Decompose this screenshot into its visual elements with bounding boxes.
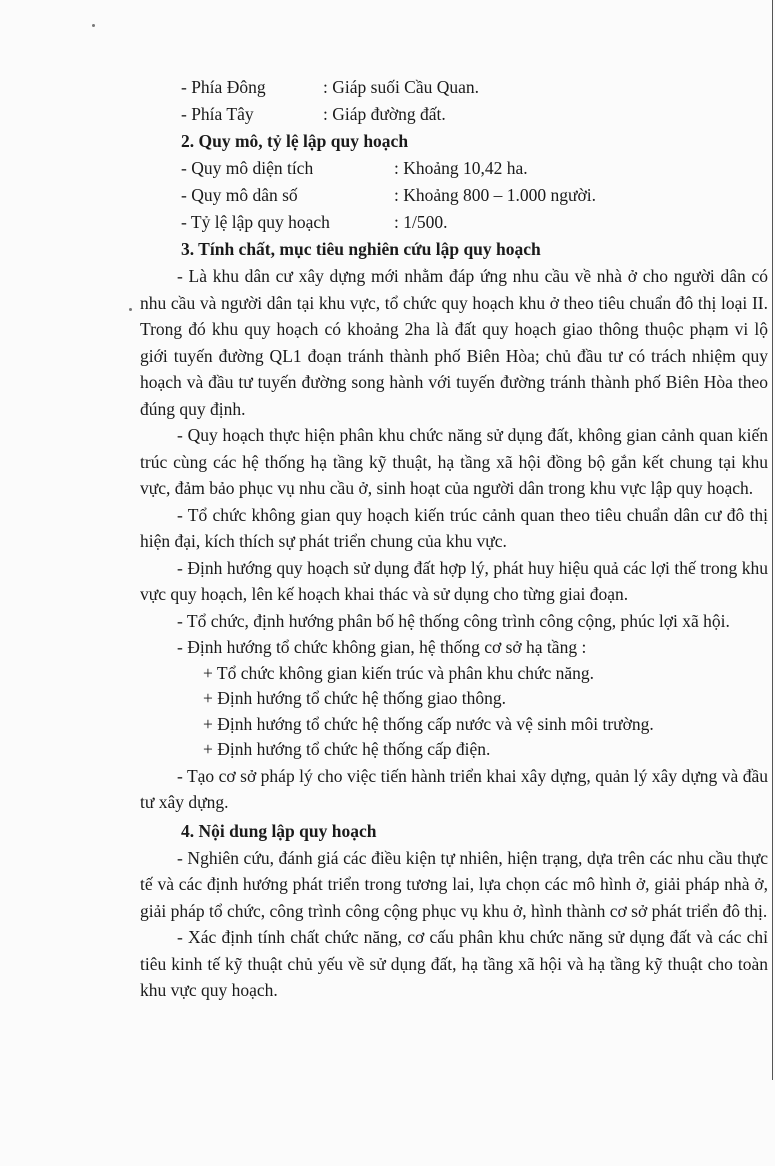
boundary-west-value: : Giáp đường đất. bbox=[323, 104, 446, 124]
population-scale-value: : Khoảng 800 – 1.000 người. bbox=[394, 185, 596, 205]
boundary-east-label: - Phía Đông bbox=[181, 77, 266, 97]
infrastructure-sub-item: + Định hướng tổ chức hệ thống giao thông. bbox=[203, 688, 506, 708]
infrastructure-sub-item: + Định hướng tổ chức hệ thống cấp nước và vệ sinh môi trường. bbox=[203, 713, 654, 734]
scan-edge-line bbox=[772, 0, 773, 1080]
area-scale-row bbox=[140, 155, 768, 182]
document-body bbox=[140, 74, 768, 1004]
planning-ratio-label: - Tỷ lệ lập quy hoạch bbox=[181, 212, 330, 232]
area-scale-value: : Khoảng 10,42 ha. bbox=[394, 158, 528, 178]
section-4-paragraph: - Nghiên cứu, đánh giá các điều kiện tự nhiên, hiện trạng, dựa trên các nhu cầu thực tế và các định hướng phát triển trong tương lai, lựa chọn các mô hình ở, giải pháp nhà ở, giải pháp tổ chức, công trình công cộng phục vụ khu ở, hình thành cơ sở phát triển đô thị. bbox=[140, 847, 768, 921]
section-3-closing-paragraph: - Tạo cơ sở pháp lý cho việc tiến hành triển khai xây dựng, quản lý xây dựng và đầu tư xây dựng. bbox=[140, 765, 768, 812]
scan-speck bbox=[129, 308, 132, 311]
area-scale-label: - Quy mô diện tích bbox=[181, 158, 314, 178]
boundary-east-row bbox=[140, 74, 768, 101]
scan-speck bbox=[92, 24, 95, 27]
planning-ratio-row bbox=[140, 209, 768, 236]
boundary-west-row bbox=[140, 101, 768, 128]
section-3-paragraph: - Là khu dân cư xây dựng mới nhằm đáp ứng nhu cầu về nhà ở cho người dân có nhu cầu và người dân tại khu vực, tổ chức quy hoạch khu ở theo tiêu chuẩn đô thị loại II. Trong đó khu quy hoạch có khoảng 2ha là đất quy hoạch giao thông thuộc phạm vi lộ giới tuyến đường QL1 đoạn tránh thành phố Biên Hòa; chủ đầu tư có trách nhiệm quy hoạch và đầu tư tuyến đường song hành với tuyến đường tránh thành phố Biên Hòa theo đúng quy định. bbox=[140, 266, 768, 419]
section-3-paragraph: - Quy hoạch thực hiện phân khu chức năng sử dụng đất, không gian cảnh quan kiến trúc cùng các hệ thống hạ tầng kỹ thuật, hạ tầng xã hội đồng bộ gắn kết chung tại khu vực, đảm bảo phục vụ nhu cầu ở, sinh hoạt của người dân trong khu vực lập quy hoạch. bbox=[140, 425, 768, 498]
section-4-heading: 4. Nội dung lập quy hoạch bbox=[181, 820, 377, 841]
section-2-heading: 2. Quy mô, tỷ lệ lập quy hoạch bbox=[181, 131, 409, 151]
section-3-paragraph: - Tổ chức không gian quy hoạch kiến trúc cảnh quan theo tiêu chuẩn dân cư đô thị hiện đại, kích thích sự phát triển chung của khu vực. bbox=[140, 504, 768, 551]
boundary-east-value: : Giáp suối Cầu Quan. bbox=[323, 77, 480, 97]
infrastructure-sub-item: + Định hướng tổ chức hệ thống cấp điện. bbox=[203, 739, 491, 759]
boundary-west-label: - Phía Tây bbox=[181, 104, 254, 124]
section-4-paragraph: - Xác định tính chất chức năng, cơ cấu phân khu chức năng sử dụng đất và các chỉ tiêu kinh tế kỹ thuật chủ yếu về sử dụng đất, hạ tầng xã hội và hạ tầng kỹ thuật cho toàn khu vực quy hoạch. bbox=[140, 927, 768, 1000]
population-scale-row bbox=[140, 182, 768, 209]
section-3-paragraph: - Định hướng tổ chức không gian, hệ thống cơ sở hạ tầng : bbox=[177, 637, 587, 657]
section-3-heading: 3. Tính chất, mục tiêu nghiên cứu lập quy hoạch bbox=[181, 239, 541, 259]
infrastructure-sub-item: + Tổ chức không gian kiến trúc và phân khu chức năng. bbox=[203, 662, 595, 683]
planning-ratio-value: : 1/500. bbox=[394, 212, 448, 232]
section-3-paragraph: - Tổ chức, định hướng phân bố hệ thống công trình công cộng, phúc lợi xã hội. bbox=[177, 610, 730, 631]
population-scale-label: - Quy mô dân số bbox=[181, 185, 298, 205]
section-3-paragraph: - Định hướng quy hoạch sử dụng đất hợp lý, phát huy hiệu quả các lợi thế trong khu vực quy hoạch, lên kế hoạch khai thác và sử dụng cho từng giai đoạn. bbox=[140, 557, 768, 604]
